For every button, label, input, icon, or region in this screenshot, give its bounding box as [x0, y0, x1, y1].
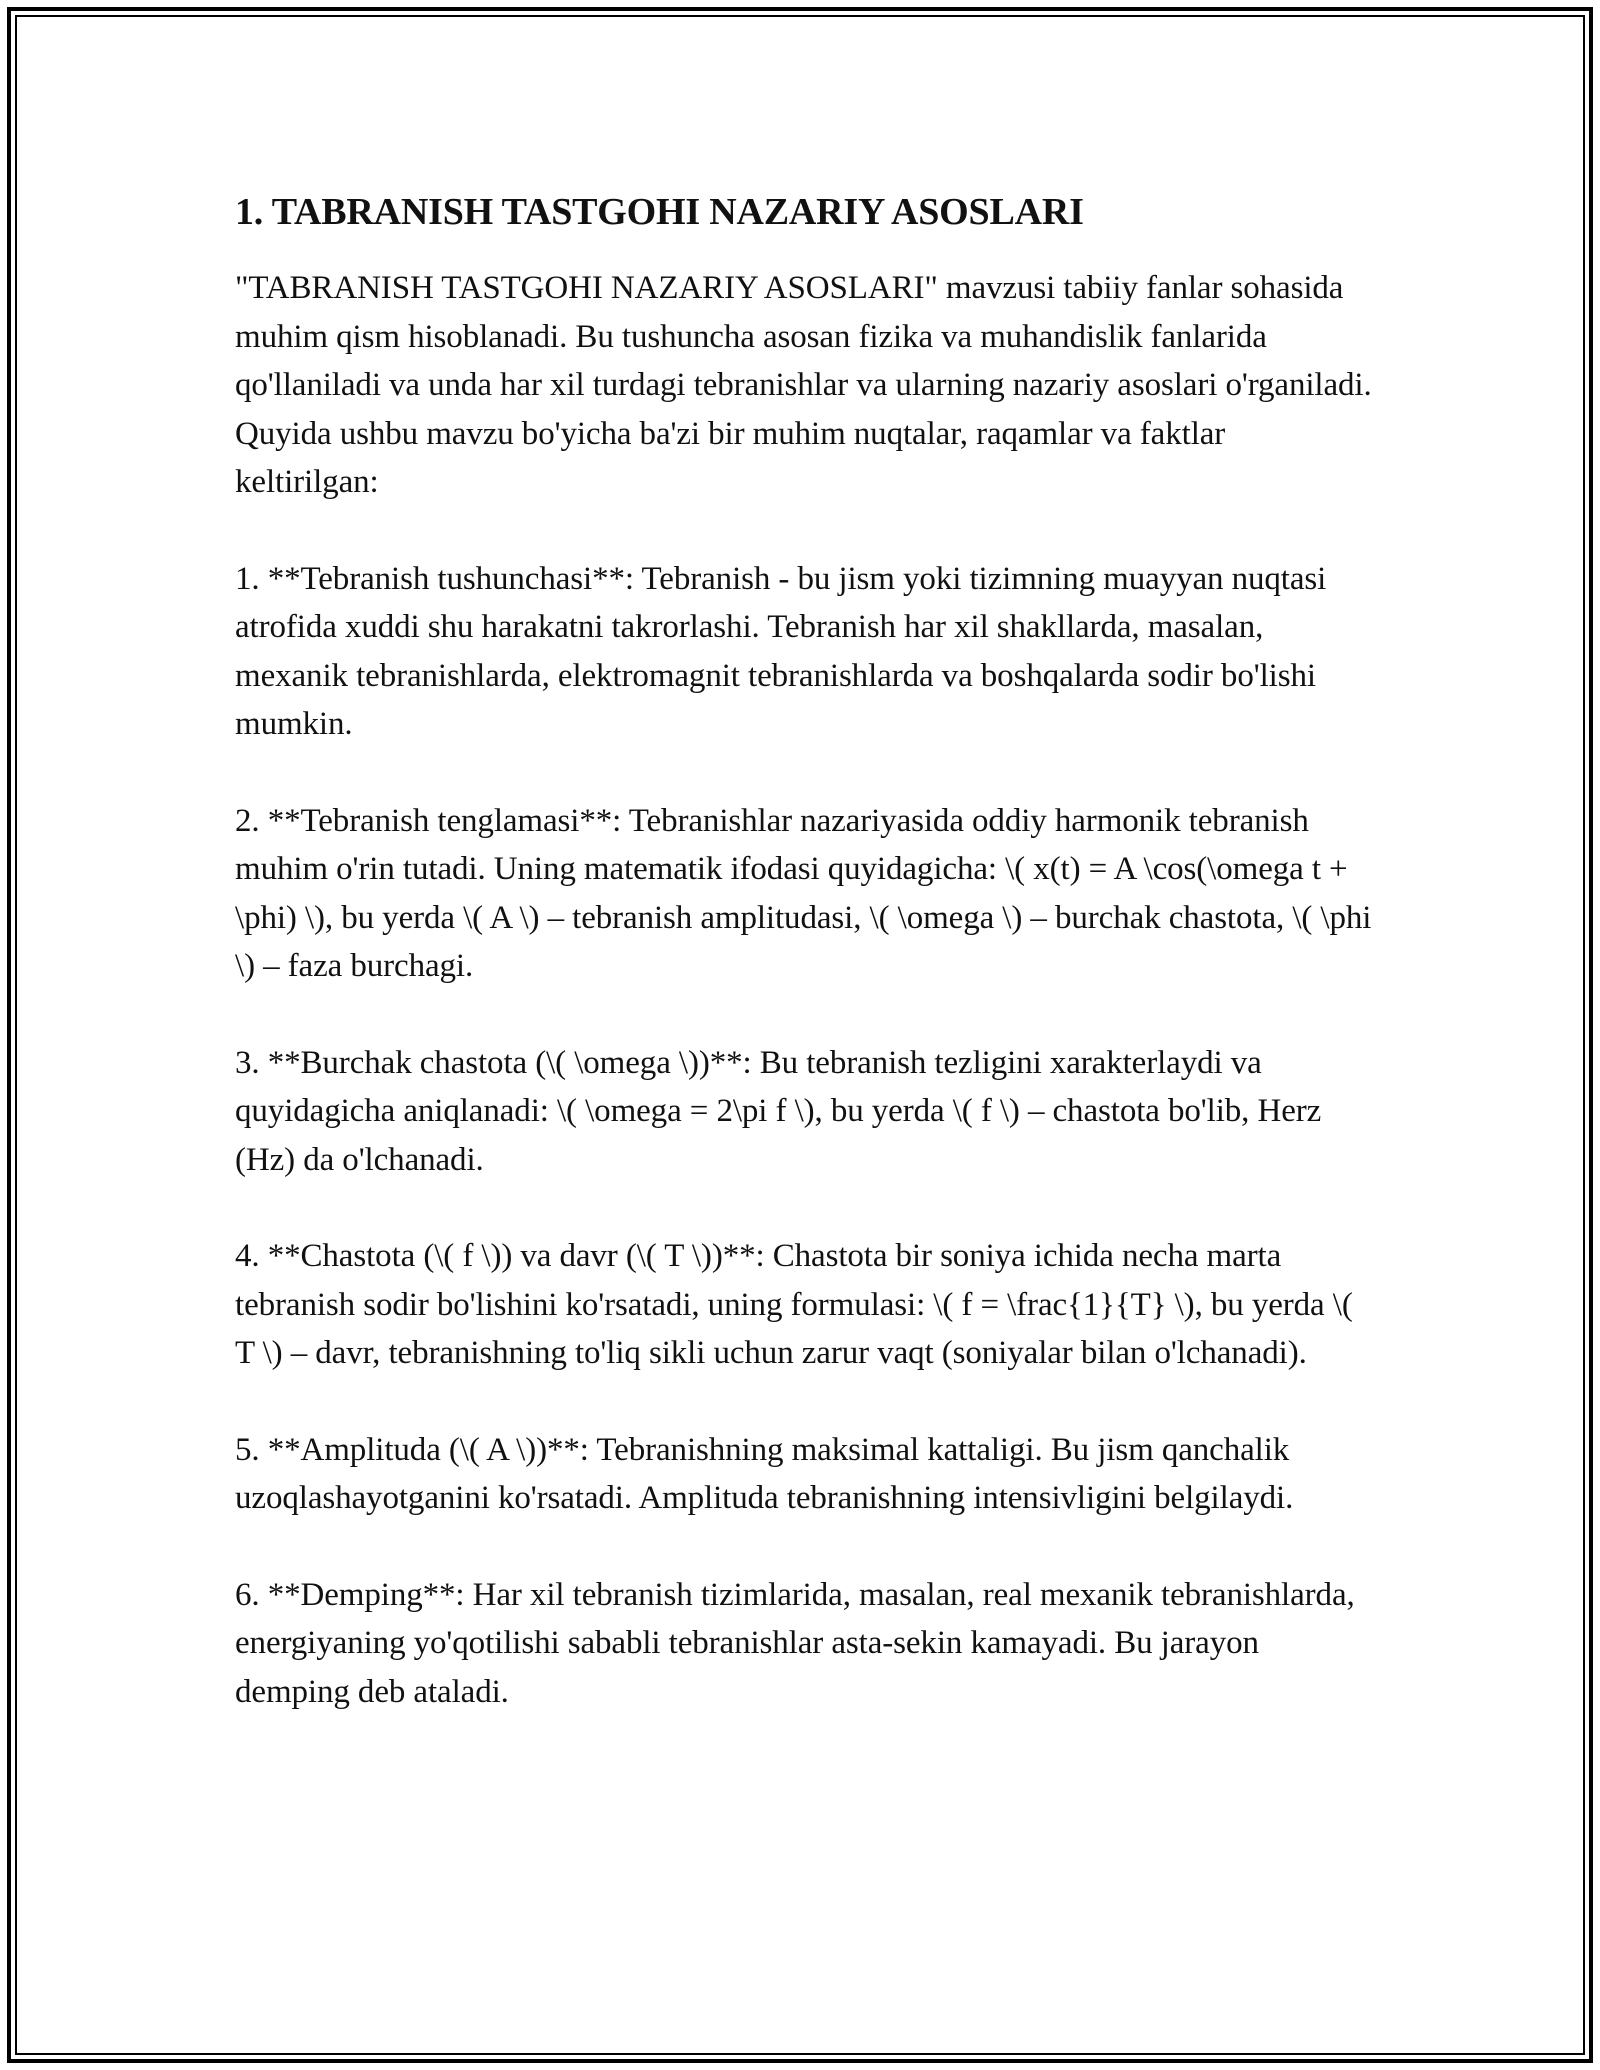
intro-paragraph: "TABRANISH TASTGOHI NAZARIY ASOSLARI" mavzusi tabiiy fanlar sohasida muhim qism hisoblanadi. Bu tushuncha asosan fizika va muhandislik fanlarida qo'llaniladi va unda har xil turdagi tebranishlar va ularning nazariy asoslari o'rganiladi. Quyida ushbu mavzu bo'yicha ba'zi bir muhim nuqtalar, raqamlar va faktlar keltirilgan:	[235, 270, 1372, 500]
paragraph-tebranish-tushunchasi: 1. **Tebranish tushunchasi**: Tebranish - bu jism yoki tizimning muayyan nuqtasi atrofida xuddi shu harakatni takrorlashi. Tebranish har xil shakllarda, masalan, mexanik tebranishlarda, elektromagnit tebranishlarda va boshqalarda sodir bo'lishi mumkin.	[235, 560, 1327, 742]
paragraph-tebranish-tenglamasi: 2. **Tebranish tenglamasi**: Tebranishlar nazariyasida oddiy harmonik tebranish muhim o'rin tutadi. Uning matematik ifodasi quyidagicha: \( x(t) = A \cos(\omega t + \phi) \), bu yerda \( A \) – tebranish amplitudasi, \( \omega \) – burchak chastota, \( \phi \) – faza burchagi.	[235, 802, 1372, 984]
paragraph-chastota-va-davr: 4. **Chastota (\( f \)) va davr (\( T \))**: Chastota bir soniya ichida necha marta tebranish sodir bo'lishini ko'rsatadi, uning formulasi: \( f = \frac{1}{T} \), bu yerda \( T \) – davr, tebranishning to'liq sikli uchun zarur vaqt (soniyalar bilan o'lchanadi).	[235, 1238, 1353, 1371]
paragraph-burchak-chastota: 3. **Burchak chastota (\( \omega \))**: Bu tebranish tezligini xarakterlaydi va quyidagicha aniqlanadi: \( \omega = 2\pi f \), bu yerda \( f \) – chastota bo'lib, Herz (Hz) da o'lchanadi.	[235, 1044, 1322, 1178]
paragraph-amplituda: 5. **Amplituda (\( A \))**: Tebranishning maksimal kattaligi. Bu jism qanchalik uzoqlashayotganini ko'rsatadi. Amplituda tebranishning intensivligini belgilaydi.	[235, 1431, 1294, 1516]
paragraph-demping: 6. **Demping**: Har xil tebranish tizimlarida, masalan, real mexanik tebranishlarda, energiyaning yo'qotilishi sababli tebranishlar asta-sekin kamayadi. Bu jarayon demping deb ataladi.	[235, 1576, 1355, 1710]
document-body	[235, 186, 1375, 1764]
document-title: 1. TABRANISH TASTGOHI NAZARIY ASOSLARI	[235, 191, 1084, 233]
